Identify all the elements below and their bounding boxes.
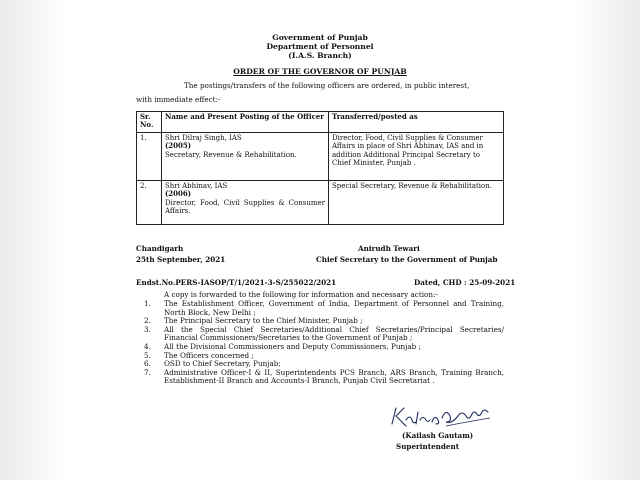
row-posted-as: Special Secretary, Revenue & Rehabilitation. [329, 181, 504, 225]
table-row [137, 133, 504, 181]
row-officer [162, 133, 329, 181]
signoff-name: (Kailash Gautam) [402, 431, 474, 440]
place: Chandigarh [136, 244, 184, 253]
officer-present-posting: Secretary, Revenue & Rehabilitation. [165, 150, 297, 159]
row-officer [162, 181, 329, 225]
header-sr-no: Sr. No. [137, 112, 162, 133]
header-transferred: Transferred/posted as [329, 112, 504, 133]
officer-batch: (2005) [165, 141, 192, 151]
list-item: 7. Administrative Officer-I & II, Superintendents PCS Branch, ARS Branch, Training Branch, Establishment-II Branch and Accounts-I Branch, Punjab Civil Secretariat . [144, 367, 504, 386]
intro-line-2: with immediate effect:- [136, 95, 221, 104]
table-header-row [137, 112, 504, 133]
signatory-designation: Chief Secretary to the Government of Punjab [316, 255, 498, 264]
intro-line-1: The postings/transfers of the following officers are ordered, in public interest, [184, 81, 470, 90]
officer-batch: (2006) [165, 189, 192, 199]
endorsement-number: Endst.No.PERS-IASOP/T/1/2021-3-S/255022/2021 [136, 278, 337, 287]
list-item: 5. The Officers concerned ; [144, 350, 254, 360]
header-department: Department of Personnel [266, 42, 374, 51]
list-item: 6. OSD to Chief Secretary, Punjab; [144, 359, 281, 369]
header-branch: (I.A.S. Branch) [288, 51, 352, 60]
list-item: 2. The Principal Secretary to the Chief Minister, Punjab ; [144, 316, 363, 326]
list-item: 4. All the Divisional Commissioners and Deputy Commissioners, Punjab ; [144, 341, 421, 351]
officer-name: Shri Abhinav, IAS [165, 182, 228, 190]
header-government: Government of Punjab [272, 33, 368, 42]
row-sr: 2. [137, 181, 162, 225]
officer-present-posting: Director, Food, Civil Supplies & Consumer Affairs. [165, 198, 325, 216]
postings-table [136, 111, 504, 225]
header-name-posting: Name and Present Posting of the Officer [162, 112, 329, 133]
list-item: 3. All the Special Chief Secretaries/Additional Chief Secretaries/Principal Secretaries/ Financial Commissioners/Secretaries to the Government of Punjab ; [144, 324, 504, 343]
row-sr: 1. [137, 133, 162, 181]
signoff-designation: Superintendent [396, 442, 460, 451]
left-margin-shade [0, 0, 70, 480]
table-row [137, 181, 504, 225]
copy-recipient-list [136, 300, 504, 386]
order-title: ORDER OF THE GOVERNOR OF PUNJAB [233, 67, 407, 76]
copy-forward-line: A copy is forwarded to the following for information and necessary action:- [164, 290, 438, 299]
right-margin-shade [570, 0, 640, 480]
order-date: 25th September, 2021 [136, 255, 226, 264]
handwritten-signature [386, 402, 506, 432]
row-posted-as: Director, Food, Civil Supplies & Consumer Affairs in place of Shri Abhinav, IAS and in addition Additional Principal Secretary to Chief Minister, Punjab . [329, 133, 504, 181]
endorsement-date: Dated, CHD : 25-09-2021 [414, 278, 516, 287]
list-item: 1. The Establishment Officer, Government of India, Department of Personnel and Training, North Block, New Delhi ; [144, 299, 504, 317]
officer-name: Shri Dilraj Singh, IAS [165, 134, 242, 142]
signatory-name: Anirudh Tewari [358, 244, 420, 253]
